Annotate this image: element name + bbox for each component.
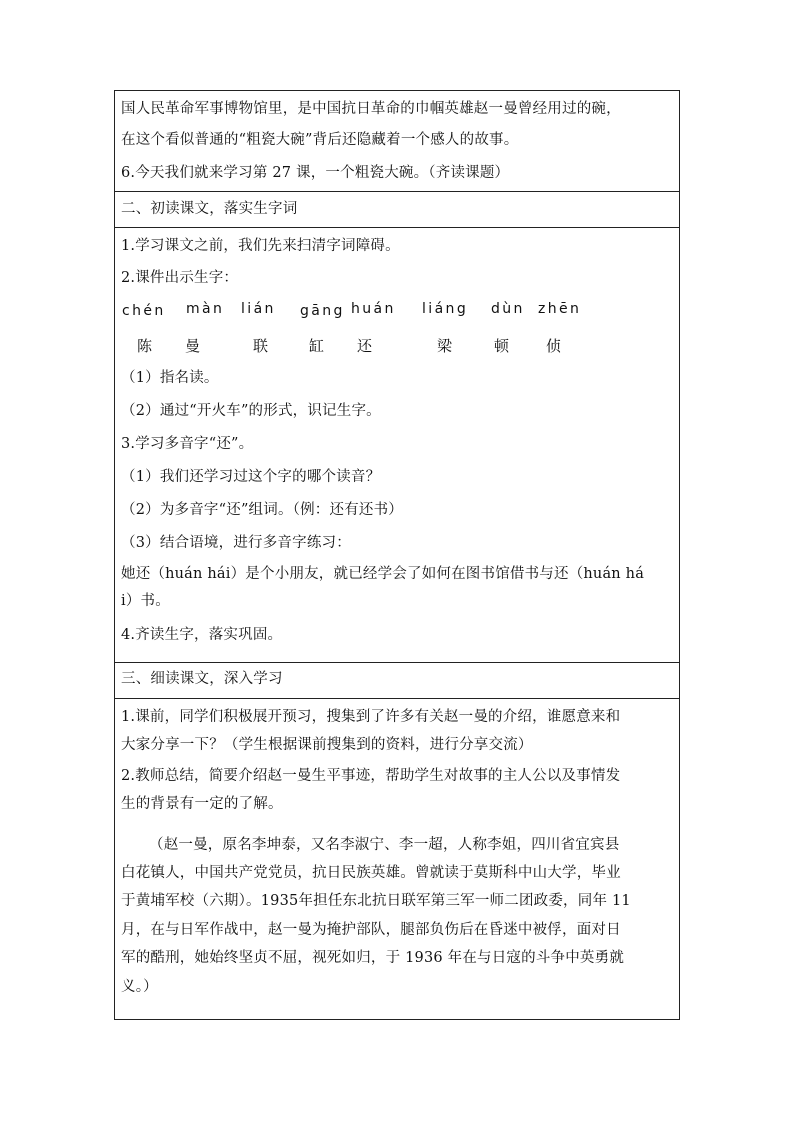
paragraph-line: （赵一曼，原名李坤泰，又名李淑宁、李一超，人称李姐，四川省宜宾县 — [149, 837, 620, 853]
paragraph-line: 在这个看似普通的“粗瓷大碗”背后还隐藏着一个感人的故事。 — [121, 132, 519, 148]
paragraph-line: （3）结合语境，进行多音字练习： — [121, 535, 351, 551]
hanzi-item: 陈 — [137, 337, 153, 355]
pinyin-item: lián — [241, 301, 276, 317]
paragraph-line: 军的酷刑，她始终坚贞不屈，视死如归，于 1936 年在与日寇的斗争中英勇就 — [121, 950, 625, 966]
paragraph-line: 1.课前，同学们积极展开预习，搜集到了许多有关赵一曼的介绍，谁愿意来和 — [121, 709, 621, 725]
paragraph-line: 大家分享一下？（学生根据课前搜集到的资料，进行分享交流） — [121, 737, 533, 753]
pinyin-item: màn — [186, 301, 225, 317]
hanzi-item: 缸 — [309, 337, 325, 355]
paragraph-line: （1）指名读。 — [121, 370, 219, 386]
paragraph-line: （2）通过“开火车”的形式，识记生字。 — [121, 403, 381, 419]
pinyin-item: chén — [122, 303, 166, 319]
hanzi-item: 还 — [357, 337, 373, 355]
paragraph-line: （2）为多音字“还”组词。（例：还有还书） — [121, 502, 403, 518]
paragraph-line: 义。） — [121, 979, 158, 995]
table-row — [115, 663, 679, 698]
paragraph-line: 月，在与日军作战中，赵一曼为掩护部队，腿部负伤后在昏迷中被俘，面对日 — [121, 922, 621, 938]
pinyin-row — [115, 301, 679, 321]
paragraph-line: 国人民革命军事博物馆里，是中国抗日革命的巾帼英雄赵一曼曾经用过的碗， — [121, 101, 621, 117]
hanzi-item: 曼 — [185, 337, 201, 355]
section-heading: 二、初读课文，落实生字词 — [121, 201, 298, 217]
hanzi-item: 联 — [253, 337, 269, 355]
hanzi-row — [115, 335, 679, 357]
paragraph-line: 她还（huán hái）是个小朋友，就已经学会了如何在图书馆借书与还（huán há — [121, 566, 645, 582]
table-row — [115, 228, 679, 662]
hanzi-item: 顿 — [494, 337, 510, 355]
paragraph-line: 3.学习多音字“还”。 — [121, 436, 254, 452]
hanzi-item: 梁 — [437, 337, 453, 355]
paragraph-line: 生的背景有一定的了解。 — [121, 796, 283, 812]
section-heading: 三、细读课文，深入学习 — [121, 671, 283, 687]
hanzi-item: 侦 — [546, 337, 562, 355]
paragraph-line: 6.今天我们就来学习第 27 课，一个粗瓷大碗。（齐读课题） — [121, 165, 510, 181]
table-row — [115, 192, 679, 227]
table-row — [115, 91, 679, 191]
lesson-table — [114, 90, 680, 1020]
pinyin-item: liáng — [422, 301, 469, 317]
paragraph-line: i）书。 — [121, 593, 170, 609]
paragraph-line: 于黄埔军校（六期）。1935年担任东北抗日联军第三军一师二团政委，同年 11 — [121, 893, 631, 909]
pinyin-item: zhēn — [538, 301, 582, 317]
table-row — [115, 699, 679, 1019]
paragraph-line: 4.齐读生字，落实巩固。 — [121, 627, 283, 643]
paragraph-line: 2.教师总结，简要介绍赵一曼生平事迹，帮助学生对故事的主人公以及事情发 — [121, 768, 621, 784]
pinyin-item: dùn — [491, 301, 525, 317]
paragraph-line: 2.课件出示生字： — [121, 270, 239, 286]
paragraph-line: 白花镇人，中国共产党党员，抗日民族英雄。曾就读于莫斯科中山大学，毕业 — [121, 865, 621, 881]
paragraph-line: （1）我们还学习过这个字的哪个读音？ — [121, 469, 381, 485]
pinyin-item: gāng — [300, 303, 345, 319]
paragraph-line: 1.学习课文之前，我们先来扫清字词障碍。 — [121, 238, 400, 254]
pinyin-item: huán — [351, 301, 396, 317]
